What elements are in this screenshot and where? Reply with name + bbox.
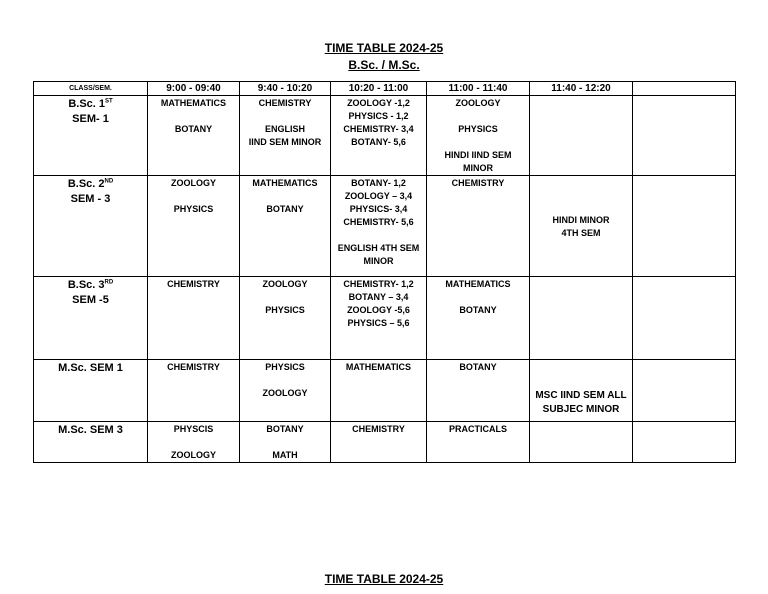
table-cell: BOTANY- 1,2 ZOOLOGY – 3,4 PHYSICS- 3,4 CHEMISTRY- 5,6 ENGLISH 4TH SEM MINOR — [331, 176, 427, 277]
table-cell: CHEMISTRY — [148, 277, 240, 360]
row-label — [34, 360, 148, 422]
row-label-text: B.Sc. 2 — [67, 178, 105, 190]
page-subtitle: B.Sc. / M.Sc. — [348, 58, 420, 72]
table-row — [34, 277, 736, 360]
table-cell — [530, 422, 633, 463]
table-cell — [530, 277, 633, 360]
table-row — [34, 360, 736, 422]
row-label-text: B.Sc. 1 — [68, 98, 105, 110]
header-slot-2: 9:40 - 10:20 — [240, 82, 331, 96]
row-label — [34, 176, 148, 277]
table-cell — [633, 422, 736, 463]
table-cell — [633, 176, 736, 277]
table-cell — [633, 360, 736, 422]
header-class: CLASS/SEM. — [34, 82, 148, 96]
page-title: TIME TABLE 2024-25 — [324, 41, 444, 55]
table-cell: BOTANY — [427, 360, 530, 422]
header-row — [34, 82, 736, 96]
table-cell: ZOOLOGY -1,2 PHYSICS - 1,2 CHEMISTRY- 3,4 BOTANY- 5,6 — [331, 96, 427, 176]
footer-title: TIME TABLE 2024-25 — [324, 572, 444, 586]
table-row — [34, 96, 736, 176]
table-cell: CHEMISTRY- 1,2 BOTANY – 3,4 ZOOLOGY -5,6 PHYSICS – 5,6 — [331, 277, 427, 360]
table-cell: ZOOLOGY PHYSICS HINDI IIND SEM MINOR — [427, 96, 530, 176]
table-cell: MATHEMATICS BOTANY — [148, 96, 240, 176]
table-cell: PHYSCIS ZOOLOGY — [148, 422, 240, 463]
table-row — [34, 176, 736, 277]
table-cell: CHEMISTRY — [427, 176, 530, 277]
table-cell: MATHEMATICS BOTANY — [427, 277, 530, 360]
table-cell: PHYSICS ZOOLOGY — [240, 360, 331, 422]
table-row — [34, 422, 736, 463]
header-slot-1: 9:00 - 09:40 — [148, 82, 240, 96]
row-label-sem: SEM- 1 — [72, 113, 109, 125]
table-cell: ZOOLOGY PHYSICS — [240, 277, 331, 360]
table-cell: PRACTICALS — [427, 422, 530, 463]
row-label-sem: SEM -5 — [72, 294, 109, 306]
timetable — [33, 81, 736, 463]
table-cell: HINDI MINOR 4TH SEM — [530, 176, 633, 277]
row-label — [34, 96, 148, 176]
table-cell — [530, 96, 633, 176]
table-cell: MSC IIND SEM ALL SUBJEC MINOR — [530, 360, 633, 422]
row-label-text: M.Sc. SEM 1 — [58, 362, 123, 374]
row-label-sup: RD — [104, 279, 114, 286]
table-cell: CHEMISTRY ENGLISH IIND SEM MINOR — [240, 96, 331, 176]
row-label-sem: SEM - 3 — [70, 193, 111, 205]
table-cell: ZOOLOGY PHYSICS — [148, 176, 240, 277]
header-slot-4: 11:00 - 11:40 — [427, 82, 530, 96]
row-label-text: B.Sc. 3 — [67, 279, 105, 291]
table-cell: BOTANY MATH — [240, 422, 331, 463]
row-label-sup: ST — [105, 98, 113, 105]
table-cell: MATHEMATICS — [331, 360, 427, 422]
table-cell: MATHEMATICS BOTANY — [240, 176, 331, 277]
row-label-sup: ND — [104, 178, 114, 185]
row-label-text: M.Sc. SEM 3 — [58, 424, 123, 436]
header-slot-6 — [633, 82, 736, 96]
row-label — [34, 277, 148, 360]
header-slot-3: 10:20 - 11:00 — [331, 82, 427, 96]
table-cell — [633, 277, 736, 360]
header-slot-5: 11:40 - 12:20 — [530, 82, 633, 96]
table-cell — [633, 96, 736, 176]
row-label — [34, 422, 148, 463]
table-cell: CHEMISTRY — [148, 360, 240, 422]
table-cell: CHEMISTRY — [331, 422, 427, 463]
